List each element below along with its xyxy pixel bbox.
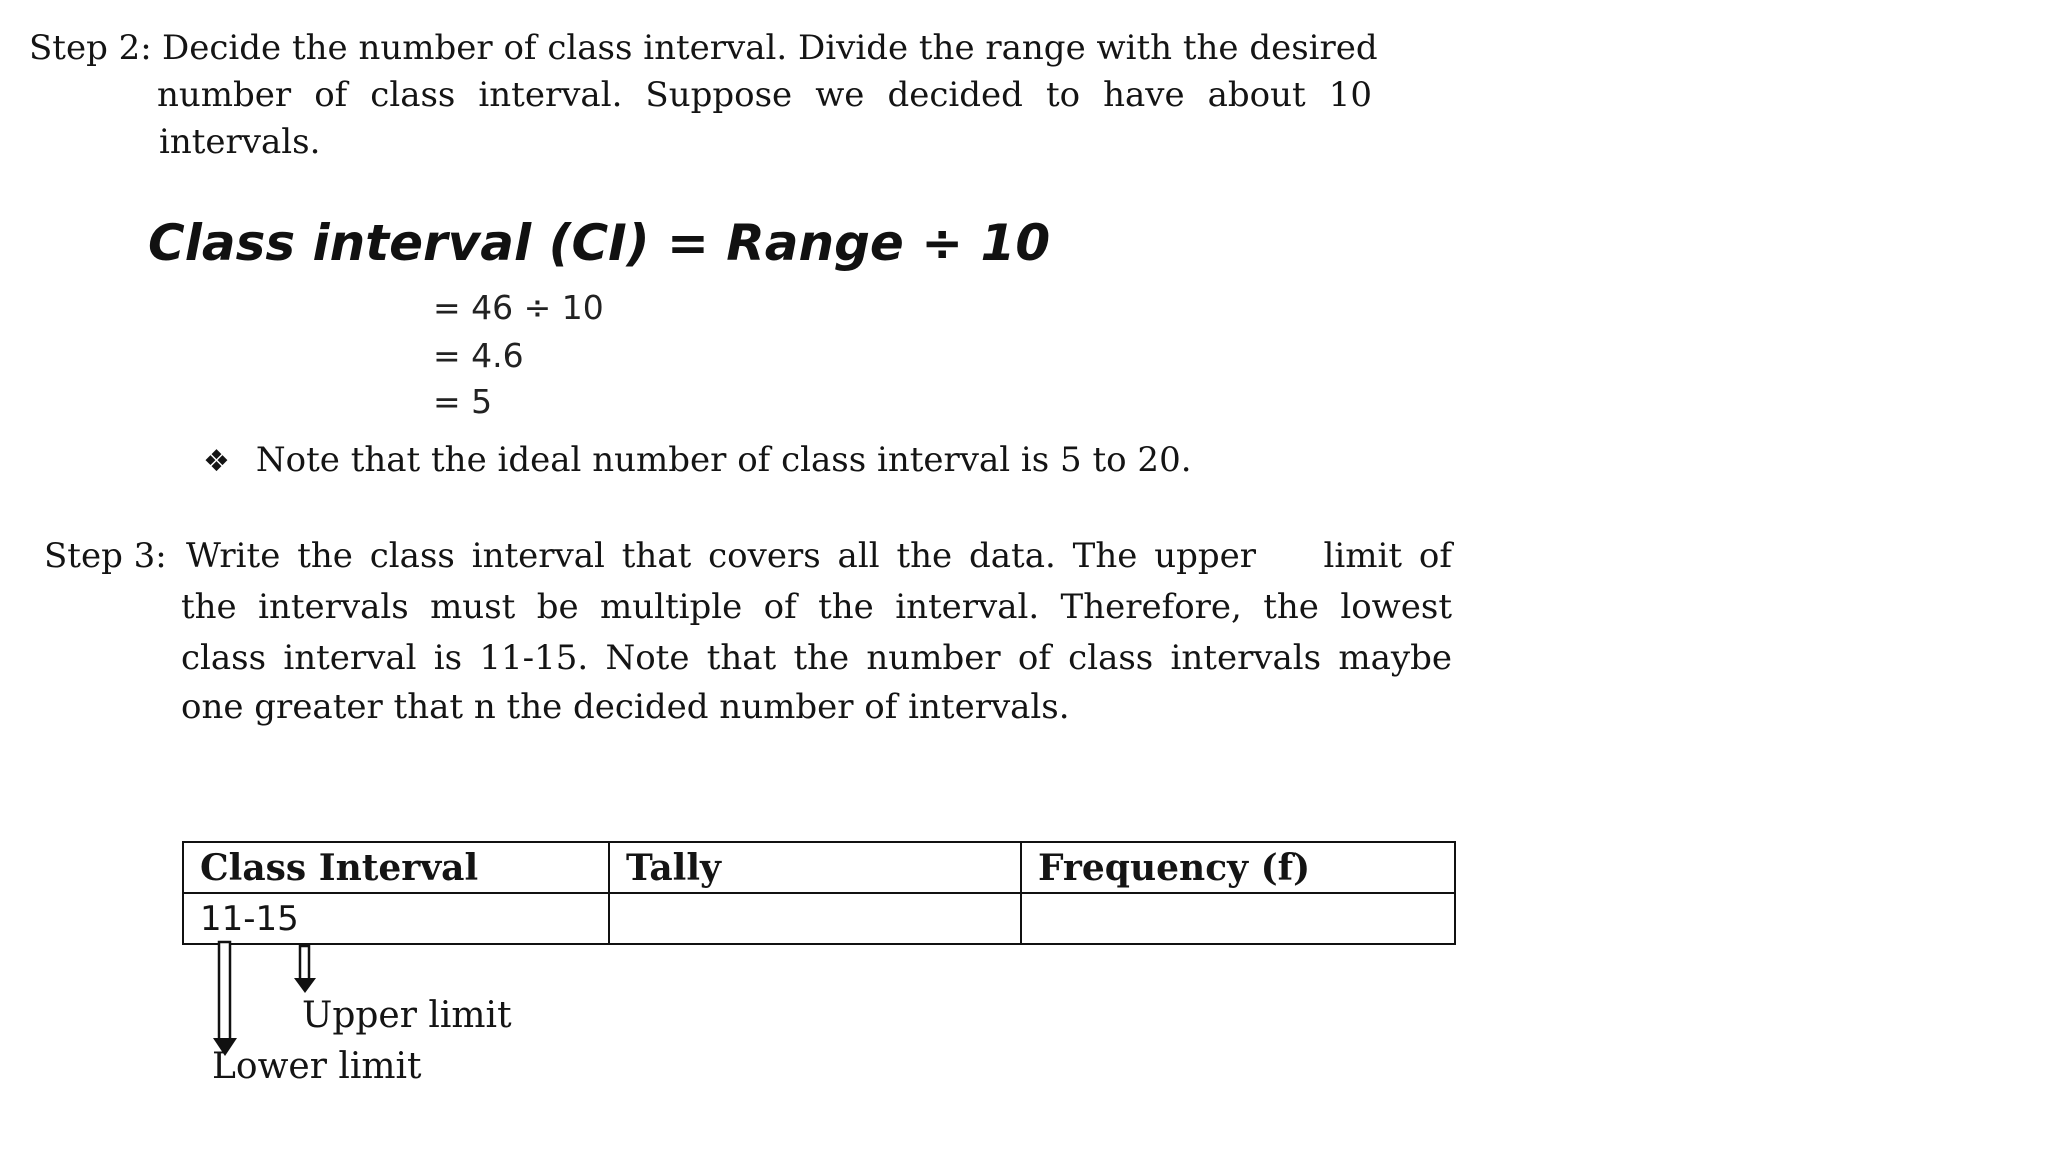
- note-text: Note that the ideal number of class interval is 5 to 20.: [255, 440, 1192, 480]
- cell-tally: [609, 893, 1021, 944]
- formula-step-3: = 5: [433, 382, 493, 421]
- formula-main: Class interval (CI) = Range ÷ 10: [148, 214, 1051, 272]
- step-3-line-4: one greater that n the decided number of intervals.: [181, 687, 1070, 727]
- cell-frequency: [1021, 893, 1455, 944]
- header-class-interval: Class Interval: [183, 842, 609, 893]
- table-row: [183, 893, 1455, 944]
- header-frequency: Frequency (f): [1021, 842, 1455, 893]
- step-3-line-1: Write the class interval that covers all the data. The upper limit of: [186, 536, 1452, 576]
- step-2-line-2: number of class interval. Suppose we decided to have about 10: [157, 75, 1372, 115]
- cell-class-interval: 11-15: [183, 893, 609, 944]
- step-2-line-3: intervals.: [159, 122, 321, 162]
- lower-limit-label: Lower limit: [212, 1046, 422, 1087]
- frequency-table: [182, 841, 1456, 945]
- upper-limit-label: Upper limit: [302, 995, 512, 1036]
- formula-step-1: = 46 ÷ 10: [433, 288, 604, 327]
- header-tally: Tally: [609, 842, 1021, 893]
- bullet-diamond-icon: ❖: [203, 444, 230, 479]
- table-header-row: [183, 842, 1455, 893]
- upper-limit-arrow-icon: [290, 944, 320, 996]
- formula-step-2: = 4.6: [433, 336, 524, 375]
- lower-limit-arrow-icon: [205, 940, 245, 1060]
- step-2-line-1: Decide the number of class interval. Divide the range with the desired: [162, 28, 1378, 68]
- step-3-line-3: class interval is 11-15. Note that the number of class intervals maybe: [181, 638, 1452, 678]
- step-2-label: Step 2:: [29, 28, 152, 68]
- step-3-label: Step 3:: [44, 536, 167, 576]
- step-3-line-2: the intervals must be multiple of the interval. Therefore, the lowest: [181, 587, 1452, 627]
- note-line: [203, 440, 1192, 480]
